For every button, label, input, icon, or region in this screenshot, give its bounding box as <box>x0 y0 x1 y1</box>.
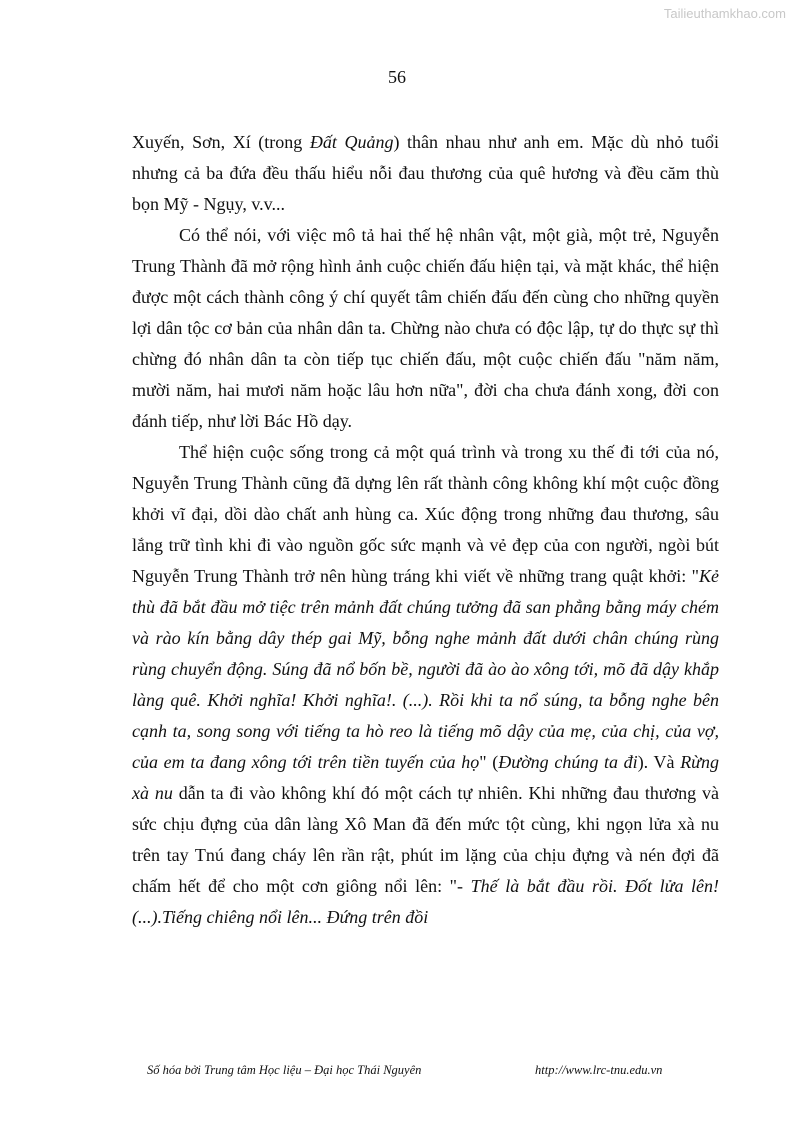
italic-text: Thế là bắt đầu rồi. Đốt lửa lên! (...).Tiếng chiêng nổi lên... Đứng trên đồi <box>132 876 720 927</box>
text-segment: Có thể nói, với việc mô tả hai thế hệ nhân vật, một già, một trẻ, Nguyễn Trung Thành đã mở rộng hình ảnh cuộc chiến đấu hiện tại, và mặt khác, thể hiện được một cách thành công ý chí quyết tâm chiến đấu đến cùng cho những quyền lợi dân tộc cơ bản của nhân dân ta. Chừng nào chưa có độc lập, tự do thực sự thì chừng đó nhân dân ta còn tiếp tục chiến đấu, một cuộc chiến đấu "năm năm, mười năm, hai mươi năm hoặc lâu hơn nữa", đời cha chưa đánh xong, đời con đánh tiếp, như lời Bác Hồ dạy. <box>132 225 719 431</box>
watermark: Tailieuthamkhao.com <box>663 6 786 21</box>
italic-text: Kẻ thù đã bắt đầu mở tiệc trên mảnh đất chúng tưởng đã san phẳng bằng máy chém và rào kín bằng dây thép gai Mỹ, bỗng nghe mảnh đất dưới chân chúng rùng rùng chuyển động. Súng đã nổ bốn bề, người đã ào ào xông tới, mõ đã dậy khắp làng quê. Khởi nghĩa! Khởi nghĩa!. (...). Rồi khi ta nổ súng, ta bỗng nghe bên cạnh ta, song song với tiếng ta hò reo là tiếng mõ dậy của mẹ, của chị, của vợ, của em ta đang xông tới trên tiền tuyến của họ <box>132 566 719 772</box>
paragraph <box>132 437 719 933</box>
italic-text: Đất Quảng <box>309 132 394 152</box>
text-segment: ). Và <box>637 752 681 772</box>
page-number: 56 <box>388 67 406 87</box>
body-text <box>132 127 719 933</box>
text-segment: ) thân nhau như anh em. Mặc dù nhỏ tuổi nhưng cả ba đứa đều thấu hiểu nỗi đau thương của quê hương và đều căm thù bọn Mỹ - Ngụy, v.v... <box>132 132 719 214</box>
paragraph <box>132 220 719 437</box>
text-segment: dẫn ta đi vào không khí đó một cách tự nhiên. Khi những đau thương và sức chịu đựng của dân làng Xô Man đã đến mức tột cùng, khi ngọn lửa xà nu trên tay Tnú đang cháy lên rần rật, phút im lặng của chịu đựng và nén đợi đã chấm hết để cho một cơn giông nổi lên: "- <box>132 783 719 896</box>
text-segment: Thể hiện cuộc sống trong cả một quá trình và trong xu thế đi tới của nó, Nguyễn Trung Thành cũng đã dựng lên rất thành công không khí một cuộc đồng khởi vĩ đại, dồi dào chất anh hùng ca. Xúc động trong những đau thương, sâu lắng trữ tình khi đi vào nguồn gốc sức mạnh và vẻ đẹp của con người, ngòi bút Nguyễn Trung Thành trở nên hùng tráng khi viết về những trang quật khởi: " <box>132 442 719 586</box>
footer-url: http://www.lrc-tnu.edu.vn <box>535 1063 663 1077</box>
text-segment: " ( <box>479 752 499 772</box>
text-segment: Xuyến, Sơn, Xí (trong <box>132 132 310 152</box>
paragraph <box>132 127 719 220</box>
italic-text: Đường chúng ta đi <box>498 752 638 772</box>
italic-text: Rừng xà nu <box>132 752 719 803</box>
footer-left-credit: Số hóa bởi Trung tâm Học liệu – Đại học Thái Nguyên <box>147 1063 422 1077</box>
